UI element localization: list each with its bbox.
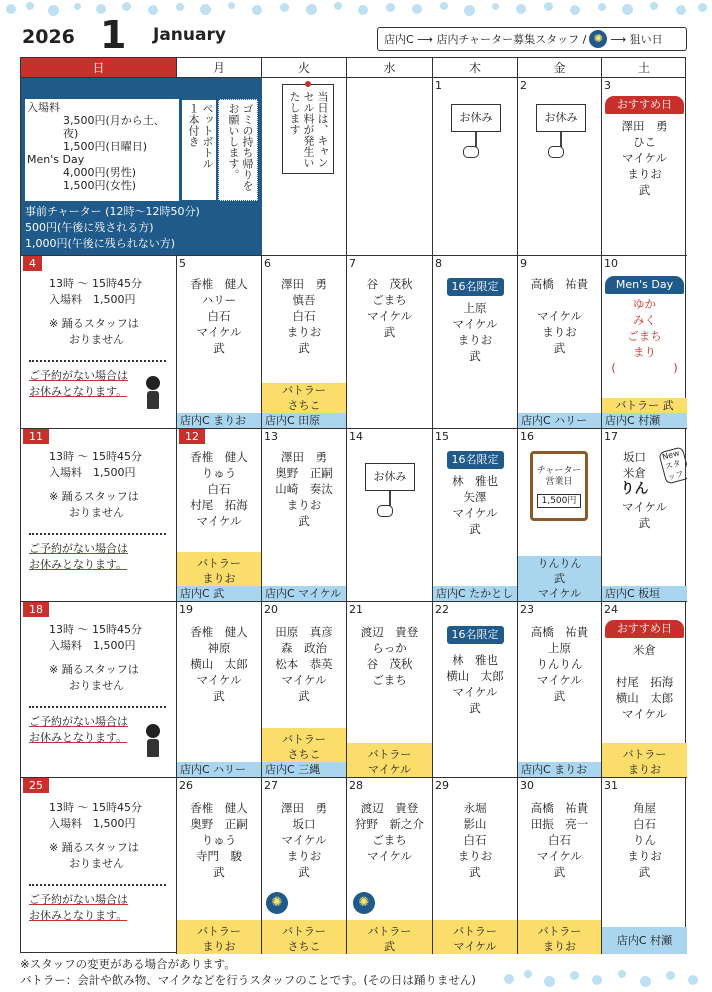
day-5: 5 香椎 健人 ハリー 白石 マイケル 武 店内C まりお [177, 256, 262, 429]
weekday-sun: 日 [21, 58, 177, 78]
footer-note-2: バトラー：会計や飲み物、マイクなどを行うスタッフのことです。(その日は踊りません) [20, 973, 476, 987]
limited-badge: 16名限定 [447, 278, 504, 296]
instore-banner: 店内C まりお [177, 413, 261, 428]
instore-banner: 店内C マイケル [262, 586, 346, 601]
instore-banner: 店内C 村瀬 [602, 927, 687, 954]
day-11: 11 13時 〜 15時45分 入場料 1,500円 ※ 踊るスタッフは おりません ご予約がない場合は お休みとなります。 [21, 429, 177, 602]
batler-banner: バトラー さちこ [262, 728, 346, 762]
sunday-info: 13時 〜 15時45分 入場料 1,500円 ※ 踊るスタッフは おりません ご予約がない場合は お休みとなります。 [29, 622, 172, 746]
day-6: 6 澤田 勇 慎吾 白石 まりお 武 バトラー さちこ 店内C 田原 [262, 256, 347, 429]
weekday-fri: 金 [518, 58, 602, 78]
charter-staff-2: マイケル [518, 586, 601, 601]
batler-banner: バトラー まりお [177, 552, 261, 586]
calendar-header [0, 14, 712, 58]
charter-title: 事前チャーター (12時〜12時50分) [25, 205, 200, 218]
mens-day-label: Men's Day [27, 153, 85, 166]
new-staff-tag: New スタッフ [658, 446, 687, 484]
cancel-note-text: 当日は、キャンセル料が発生いたします [288, 91, 329, 168]
batler-banner: バトラー マイケル [433, 920, 517, 954]
closed-sign: お休み [365, 463, 415, 491]
instore-banner: 店内C 武 [177, 586, 261, 601]
day-13: 13 澤田 勇 奥野 正嗣 山崎 奏汰 まりお 武 店内C マイケル [262, 429, 347, 602]
week1-info-block [21, 78, 347, 256]
day-8: 8 16名限定 上原 マイケル まりお 武 [433, 256, 518, 429]
legend-flow: 店内C ⟶ 店内チャーター募集スタッフ / [384, 33, 587, 46]
day-1: 1 お休み [433, 78, 518, 256]
weekday-sat: 土 [602, 58, 686, 78]
day-25: 25 13時 〜 15時45分 入場料 1,500円 ※ 踊るスタッフは おりません ご予約がない場合は お休みとなります。 [21, 778, 177, 954]
bottom-dot-border [500, 968, 712, 990]
day-31: 31 角屋 白石 りん まりお 武 店内C 村瀬 [602, 778, 687, 954]
charter-staff: りんりん 武 [518, 556, 601, 586]
trash-note-text: ゴミの持ち帰りをお願いします。 [227, 103, 254, 191]
batler-banner: バトラー マイケル [347, 743, 432, 777]
charter-price-stay: 500円(午後に残される方) [25, 221, 154, 234]
fee-weekday: 3,500円(月から土、夜) [63, 114, 165, 140]
staff-list: 澤田 勇 ひこ マイケル まりお 武 [621, 119, 668, 197]
day-26: 26 香椎 健人 奥野 正嗣 りゅう 寺門 駿 武 バトラー まりお [177, 778, 262, 954]
sunday-info: 13時 〜 15時45分 入場料 1,500円 ※ 踊るスタッフは おりません ご予約がない場合は お休みとなります。 [29, 800, 172, 924]
fee-box [25, 99, 179, 201]
fee-female: 1,500円(女性) [63, 179, 137, 192]
charter-info [25, 204, 200, 252]
calendar-grid [20, 57, 686, 953]
instore-banner: 店内C たかとし [433, 586, 517, 601]
weekday-wed: 水 [347, 58, 433, 78]
day-24: 24 おすすめ日 米倉 村尾 拓海 横山 太郎 マイケル バトラー まりお [602, 602, 687, 778]
month-name: January [153, 25, 226, 45]
day-19: 19 香椎 健人 神原 横山 太郎 マイケル 武 店内C ハリー [177, 602, 262, 778]
lightbulb-icon: ✺ [266, 892, 288, 914]
day-4: 4 13時 〜 15時45分 入場料 1,500円 ※ 踊るスタッフは おりません ご予約がない場合は お休みとなります。 [21, 256, 177, 429]
day-empty-wed [347, 78, 433, 256]
year: 2026 [22, 26, 75, 48]
limited-badge: 16名限定 [447, 451, 504, 469]
staff-figure-icon [146, 724, 160, 758]
day-2: 2 お休み [518, 78, 602, 256]
footer-note-1: ※スタッフの変更がある場合があります。 [20, 957, 236, 971]
recommended-ribbon: おすすめ日 [605, 96, 684, 114]
day-28: 28 渡辺 貴登 狩野 新之介 ごまち マイケル ✺ バトラー 武 [347, 778, 433, 954]
cancel-note-card [282, 84, 334, 174]
closed-sign: お休み [451, 104, 501, 132]
day-7: 7 谷 茂秋 ごまち マイケル 武 [347, 256, 433, 429]
weekday-tue: 火 [262, 58, 347, 78]
batler-banner: バトラー まりお [177, 920, 261, 954]
day-3: 3 おすすめ日 澤田 勇 ひこ マイケル まりお 武 [602, 78, 687, 256]
instore-banner: 店内C 田原 [262, 413, 346, 428]
batler-banner: バトラー まりお [518, 920, 601, 954]
day-27: 27 澤田 勇 坂口 マイケル まりお 武 ✺ バトラー さちこ [262, 778, 347, 954]
instore-banner: 店内C 三縄 [262, 762, 346, 777]
instore-banner: 店内C ハリー [518, 413, 601, 428]
fee-male: 4,000円(男性) [63, 166, 137, 179]
charter-price-leave: 1,000円(午後に残られない方) [25, 237, 176, 250]
bottle-note-1 [181, 99, 217, 201]
limited-badge: 16名限定 [447, 626, 504, 644]
instore-banner: 店内C 村瀬 [602, 413, 687, 428]
mens-day-ribbon: Men's Day [605, 276, 684, 294]
batler-banner: バトラー さちこ [262, 920, 346, 954]
day-15: 15 16名限定 林 雅也 矢澤 マイケル 武 店内C たかとし [433, 429, 518, 602]
batler-banner: バトラー 武 [347, 920, 432, 954]
day-20: 20 田原 真彦 森 政治 松本 恭英 マイケル 武 バトラー さちこ 店内C 三縄 [262, 602, 347, 778]
sunday-info: 13時 〜 15時45分 入場料 1,500円 ※ 踊るスタッフは おりません ご予約がない場合は お休みとなります。 [29, 276, 172, 400]
day-29: 29 永堀 影山 白石 まりお 武 バトラー マイケル [433, 778, 518, 954]
day-21: 21 渡辺 貴登 らっか 谷 茂秋 ごまち バトラー マイケル [347, 602, 433, 778]
legend-icon-note: ⟶ 狙い日 [610, 33, 663, 46]
day-30: 30 高橋 祐貴 田振 亮一 白石 マイケル 武 バトラー まりお [518, 778, 602, 954]
month-number: 1 [100, 13, 127, 57]
day-16: 16 チャーター 営業日 1,500円 りんりん 武 マイケル [518, 429, 602, 602]
batler-banner: バトラー まりお [602, 743, 687, 777]
day-10: 10 Men's Day ゆか みく ごまち まり ( ) バトラー 武 店内C 村瀬 [602, 256, 687, 429]
recommended-ribbon: おすすめ日 [605, 620, 684, 638]
closed-sign: お休み [536, 104, 586, 132]
day-22: 22 16名限定 林 雅也 横山 太郎 マイケル 武 [433, 602, 518, 778]
fee-sunday: 1,500円(日曜日) [63, 140, 148, 153]
sunday-info: 13時 〜 15時45分 入場料 1,500円 ※ 踊るスタッフは おりません ご予約がない場合は お休みとなります。 [29, 449, 172, 573]
lightbulb-icon: ✺ [589, 30, 607, 48]
tue-note-cell [262, 78, 347, 256]
legend [377, 27, 687, 51]
instore-banner: 店内C 板垣 [602, 586, 687, 601]
weekday-mon: 月 [177, 58, 262, 78]
staff-figure-icon [146, 376, 160, 410]
day-12: 12 香椎 健人 りゅう 白石 村尾 拓海 マイケル バトラー まりお 店内C 武 [177, 429, 262, 602]
weekday-header [21, 58, 685, 78]
bottle-note-2 [218, 99, 258, 201]
footer-notes [20, 956, 476, 988]
batler-banner: バトラー さちこ [262, 383, 346, 413]
instore-banner: 店内C ハリー [177, 762, 261, 777]
day-23: 23 高橋 祐貴 上原 りんりん マイケル 武 店内C まりお [518, 602, 602, 778]
fee-title: 入場料 [27, 101, 60, 114]
charter-board: チャーター 営業日 1,500円 [530, 451, 588, 521]
weekday-thu: 木 [433, 58, 518, 78]
batler-banner: バトラー 武 [602, 398, 687, 413]
day-18: 18 13時 〜 15時45分 入場料 1,500円 ※ 踊るスタッフは おりません ご予約がない場合は お休みとなります。 [21, 602, 177, 778]
day-17: 17 坂口 米倉 りん New スタッフ マイケル 武 店内C 板垣 [602, 429, 687, 602]
day-14: 14 お休み [347, 429, 433, 602]
instore-banner: 店内C まりお [518, 762, 601, 777]
bottle-note-text: ペットボトル１本付き [187, 103, 214, 169]
day-9: 9 高橋 祐貴 マイケル まりお 武 店内C ハリー [518, 256, 602, 429]
lightbulb-icon: ✺ [353, 892, 375, 914]
